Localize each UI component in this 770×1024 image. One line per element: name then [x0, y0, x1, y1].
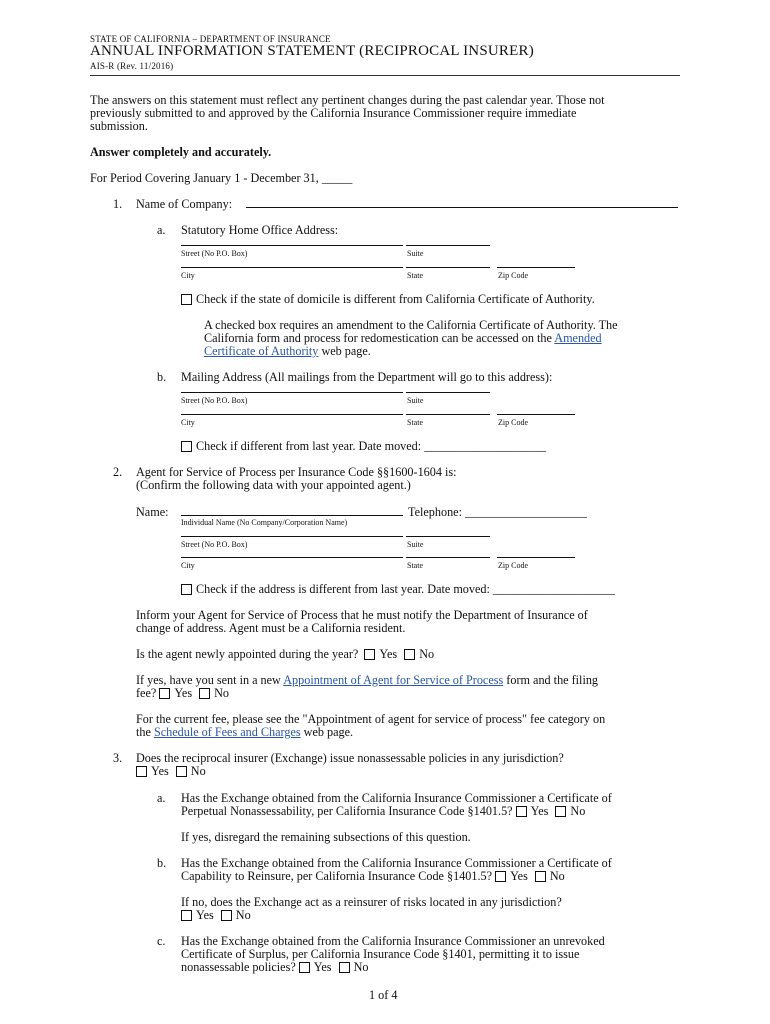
mail-moved-label: Check if different from last year. Date moved: ____________________ [196, 439, 547, 453]
agent-moved-label: Check if the address is different from last year. Date moved: ____________________ [196, 582, 615, 596]
home-state-field[interactable] [406, 267, 490, 268]
q3b-yes-label: Yes [510, 869, 528, 883]
q3b-letter: b. [157, 856, 167, 870]
q3-no-checkbox[interactable] [176, 766, 187, 777]
domicile-checkbox[interactable] [181, 294, 192, 305]
note-line-1: A checked box requires an amendment to the California Certificate of Authority. The [204, 318, 618, 332]
agent-moved-row[interactable] [181, 582, 615, 596]
q1b-letter: b. [157, 370, 167, 384]
agent-name-label: Name: [136, 505, 169, 519]
newly-no-checkbox[interactable] [404, 649, 415, 660]
home-suite-caption: Suite [407, 249, 424, 258]
agent-state-field[interactable] [406, 557, 490, 558]
period-covering[interactable]: For Period Covering January 1 - December 31, _____ [90, 171, 353, 185]
fee-no-checkbox[interactable] [199, 688, 210, 699]
q3b-reinsurer-yes-label: Yes [196, 908, 214, 922]
intro-line-2: previously submitted to and approved by the California Insurance Commissioner require immediate [90, 106, 577, 120]
home-city-field[interactable] [181, 267, 403, 268]
fee-no-label: No [214, 686, 230, 700]
q3b-reinsurer-no-checkbox[interactable] [221, 910, 232, 921]
newly-no-label: No [419, 647, 435, 661]
emphasis-note: Answer completely and accurately. [90, 145, 272, 159]
domicile-checkbox-row[interactable] [181, 292, 595, 306]
note-line-2: California form and process for redomestication can be accessed on the Amended [204, 331, 602, 345]
q1b-label: Mailing Address (All mailings from the Department will go to this address): [181, 370, 553, 384]
newly-appointed-row [136, 647, 434, 661]
fee-info-line-1: For the current fee, please see the "Appointment of agent for service of process" fee category on [136, 712, 606, 726]
q3-yes-label: Yes [151, 764, 169, 778]
q3b-reinsurer-row [181, 908, 251, 922]
agent-state-caption: State [407, 561, 423, 570]
fee-info-line-2: the Schedule of Fees and Charges web page. [136, 725, 354, 739]
inform-line-1: Inform your Agent for Service of Process that he must notify the Department of Insurance of [136, 608, 588, 622]
sent-in-line: If yes, have you sent in a new Appointment of Agent for Service of Process form and the filing [136, 673, 599, 687]
home-street-field[interactable] [181, 245, 403, 246]
q2-line-2: (Confirm the following data with your appointed agent.) [136, 478, 411, 492]
mail-city-caption: City [181, 418, 195, 427]
fee-row [136, 686, 229, 700]
mail-state-caption: State [407, 418, 423, 427]
mail-street-caption: Street (No P.O. Box) [181, 396, 248, 405]
q3b-reinsurer-yes-checkbox[interactable] [181, 910, 192, 921]
q3c-line-2: Certificate of Surplus, per California Insurance Code §1401, permitting it to issue [181, 947, 580, 961]
q1-company-label: Name of Company: [136, 197, 233, 211]
mail-street-field[interactable] [181, 392, 403, 393]
q3-line-1: Does the reciprocal insurer (Exchange) issue nonassessable policies in any jurisdiction? [136, 751, 564, 765]
newly-yes-checkbox[interactable] [364, 649, 375, 660]
q3b-line-1: Has the Exchange obtained from the California Insurance Commissioner a Certificate of [181, 856, 612, 870]
q1a-letter: a. [157, 223, 166, 237]
q3c-line-1: Has the Exchange obtained from the California Insurance Commissioner an unrevoked [181, 934, 605, 948]
q3c-no-label: No [353, 960, 369, 974]
q3a-yes-label: Yes [530, 804, 549, 818]
q3a-line-1: Has the Exchange obtained from the California Insurance Commissioner a Certificate of [181, 791, 612, 805]
q3-number: 3. [113, 751, 123, 765]
agent-suite-caption: Suite [407, 540, 424, 549]
q3c-yes-label: Yes [313, 960, 332, 974]
mail-suite-caption: Suite [407, 396, 424, 405]
mail-moved-checkbox[interactable] [181, 441, 192, 452]
q3b-no-checkbox[interactable] [535, 871, 546, 882]
fee-label: fee? [136, 686, 157, 700]
intro-line-3: submission. [90, 119, 148, 133]
newly-yes-label: Yes [379, 647, 398, 661]
q1a-label: Statutory Home Office Address: [181, 223, 339, 237]
q3a-no-checkbox[interactable] [555, 806, 566, 817]
agent-moved-checkbox[interactable] [181, 584, 192, 595]
q3c-line-3: nonassessable policies? Yes No [181, 960, 369, 974]
q3b-reinsurer-no-label: No [235, 908, 251, 922]
agent-suite-field[interactable] [406, 536, 490, 537]
certificate-link[interactable]: Certificate of Authority [204, 344, 319, 358]
form-id: AIS-R (Rev. 11/2016) [90, 61, 174, 71]
q3b-note: If no, does the Exchange act as a reinsurer of risks located in any jurisdiction? [181, 895, 562, 909]
fee-yes-label: Yes [174, 686, 193, 700]
mail-suite-field[interactable] [406, 392, 490, 393]
home-suite-field[interactable] [406, 245, 490, 246]
newly-appointed-question: Is the agent newly appointed during the year? [136, 647, 359, 661]
individual-name-caption: Individual Name (No Company/Corporation Name) [181, 518, 348, 527]
fee-yes-checkbox[interactable] [159, 688, 170, 699]
agent-city-caption: City [181, 561, 195, 570]
home-street-caption: Street (No P.O. Box) [181, 249, 248, 258]
q3a-no-label: No [570, 804, 586, 818]
mail-state-field[interactable] [406, 414, 490, 415]
home-state-caption: State [407, 271, 423, 280]
page-number: 1 of 4 [369, 988, 398, 1002]
agent-zip-field[interactable] [497, 557, 575, 558]
q3a-letter: a. [157, 791, 166, 805]
intro-line-1: The answers on this statement must reflect any pertinent changes during the past calendar year. Those not [90, 93, 605, 107]
q3a-note: If yes, disregard the remaining subsections of this question. [181, 830, 471, 844]
agent-zip-caption: Zip Code [498, 561, 528, 570]
q3-yes-checkbox[interactable] [136, 766, 147, 777]
q2-number: 2. [113, 465, 123, 479]
q3c-no-checkbox[interactable] [339, 962, 350, 973]
q2-line-1: Agent for Service of Process per Insurance Code §§1600-1604 is: [136, 465, 457, 479]
home-city-caption: City [181, 271, 195, 280]
q3a-line-2: Perpetual Nonassessability, per California Insurance Code §1401.5? Yes No [181, 804, 586, 818]
inform-line-2: change of address. Agent must be a California resident. [136, 621, 406, 635]
q3c-letter: c. [157, 934, 166, 948]
q3a-yes-checkbox[interactable] [516, 806, 527, 817]
agent-name-field[interactable] [181, 515, 403, 516]
q1-number: 1. [113, 197, 123, 211]
agent-street-field[interactable] [181, 536, 403, 537]
q3c-yes-checkbox[interactable] [299, 962, 310, 973]
note-line-3: Certificate of Authority web page. [204, 344, 371, 358]
q3-no-label: No [190, 764, 206, 778]
home-zip-caption: Zip Code [498, 271, 528, 280]
agency-name: STATE OF CALIFORNIA – DEPARTMENT OF INSURANCE [90, 34, 331, 44]
q3b-no-label: No [549, 869, 565, 883]
amended-link[interactable]: Amended [554, 331, 602, 345]
agent-street-caption: Street (No P.O. Box) [181, 540, 248, 549]
q3-yes-no-row [136, 764, 206, 778]
mail-moved-row[interactable] [181, 439, 546, 453]
company-name-field[interactable] [246, 207, 678, 208]
domicile-check-label: Check if the state of domicile is different from California Certificate of Authority. [196, 292, 595, 306]
q3b-yes-checkbox[interactable] [495, 871, 506, 882]
q3b-line-2: Capability to Reinsure, per California Insurance Code §1401.5? Yes No [181, 869, 565, 883]
schedule-fees-link[interactable]: Schedule of Fees and Charges [153, 725, 301, 739]
agent-telephone[interactable]: Telephone: ____________________ [408, 505, 587, 519]
mail-zip-field[interactable] [497, 414, 575, 415]
appointment-agent-link[interactable]: Appointment of Agent for Service of Process [283, 673, 504, 687]
mail-zip-caption: Zip Code [498, 418, 528, 427]
mail-city-field[interactable] [181, 414, 403, 415]
agent-city-field[interactable] [181, 557, 403, 558]
form-title: ANNUAL INFORMATION STATEMENT (RECIPROCAL INSURER) [90, 43, 534, 59]
home-zip-field[interactable] [497, 267, 575, 268]
header-rule [90, 75, 680, 76]
